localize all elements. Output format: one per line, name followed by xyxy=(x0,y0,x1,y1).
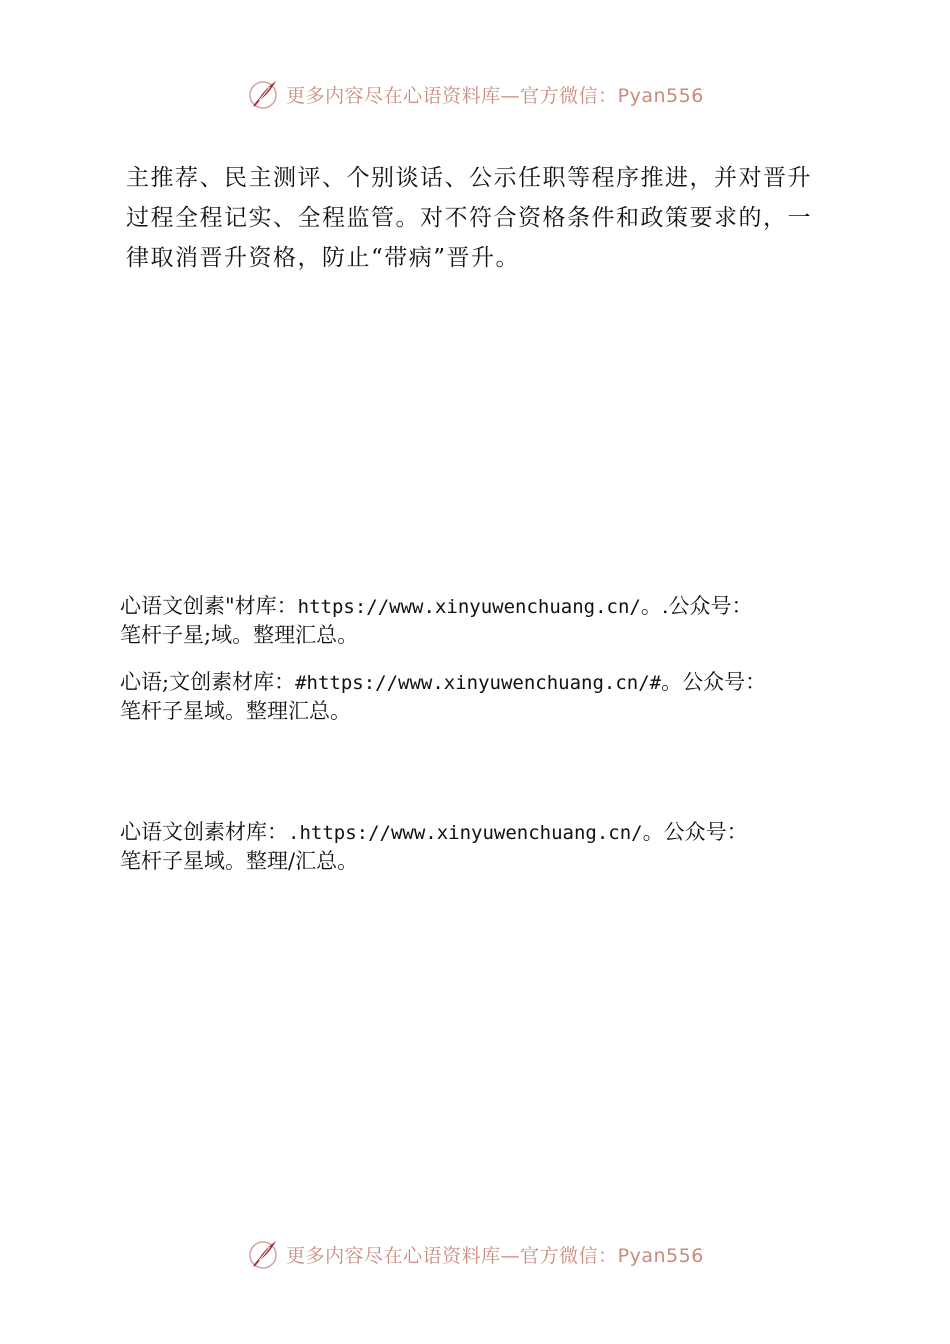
source-note-url[interactable]: https://www.xinyuwenchuang.cn/ xyxy=(297,596,641,618)
source-note-line-2: 笔杆子星域。整理汇总。 xyxy=(120,699,351,723)
source-note-prefix: 心语;文创素材库： xyxy=(120,670,296,694)
source-note-url[interactable]: .https://www.xinyuwenchuang.cn/ xyxy=(288,822,643,844)
footer-wechat-id: Pyan556 xyxy=(617,1244,704,1267)
source-note-line-1 xyxy=(120,818,880,847)
source-note xyxy=(120,592,880,649)
source-note-prefix: 心语文创素"材库： xyxy=(120,594,298,618)
quill-logo-icon xyxy=(246,1236,282,1272)
source-note xyxy=(120,668,880,725)
body-line: 律取消晋升资格，防止“带病”晋升。 xyxy=(126,245,521,271)
footer-banner xyxy=(0,1232,950,1276)
quill-logo-icon xyxy=(246,76,282,112)
body-line: 主推荐、民主测评、个别谈话、公示任职等程序推进，并对晋升 xyxy=(126,165,812,191)
source-note-line-1 xyxy=(120,668,880,697)
header-banner xyxy=(0,72,950,116)
header-banner-text xyxy=(286,81,704,108)
source-note-suffix: 。公众号： xyxy=(661,670,767,694)
source-note-line-1 xyxy=(120,592,880,621)
body-paragraph xyxy=(126,158,826,278)
source-note-line-2: 笔杆子星域。整理/汇总。 xyxy=(120,849,359,873)
source-note xyxy=(120,818,880,875)
footer-banner-label: 更多内容尽在心语资料库—官方微信： xyxy=(286,1244,618,1267)
source-note-suffix: 。公众号： xyxy=(642,820,748,844)
footer-banner-text xyxy=(286,1241,704,1268)
source-note-prefix: 心语文创素材库： xyxy=(120,820,288,844)
header-wechat-id: Pyan556 xyxy=(617,84,704,107)
header-banner-label: 更多内容尽在心语资料库—官方微信： xyxy=(286,84,618,107)
source-note-url[interactable]: #https://www.xinyuwenchuang.cn/# xyxy=(295,672,662,694)
body-line: 过程全程记实、全程监管。对不符合资格条件和政策要求的，一 xyxy=(126,205,812,231)
source-note-suffix: 。.公众号： xyxy=(640,594,753,618)
source-note-line-2: 笔杆子星;域。整理汇总。 xyxy=(120,623,359,647)
